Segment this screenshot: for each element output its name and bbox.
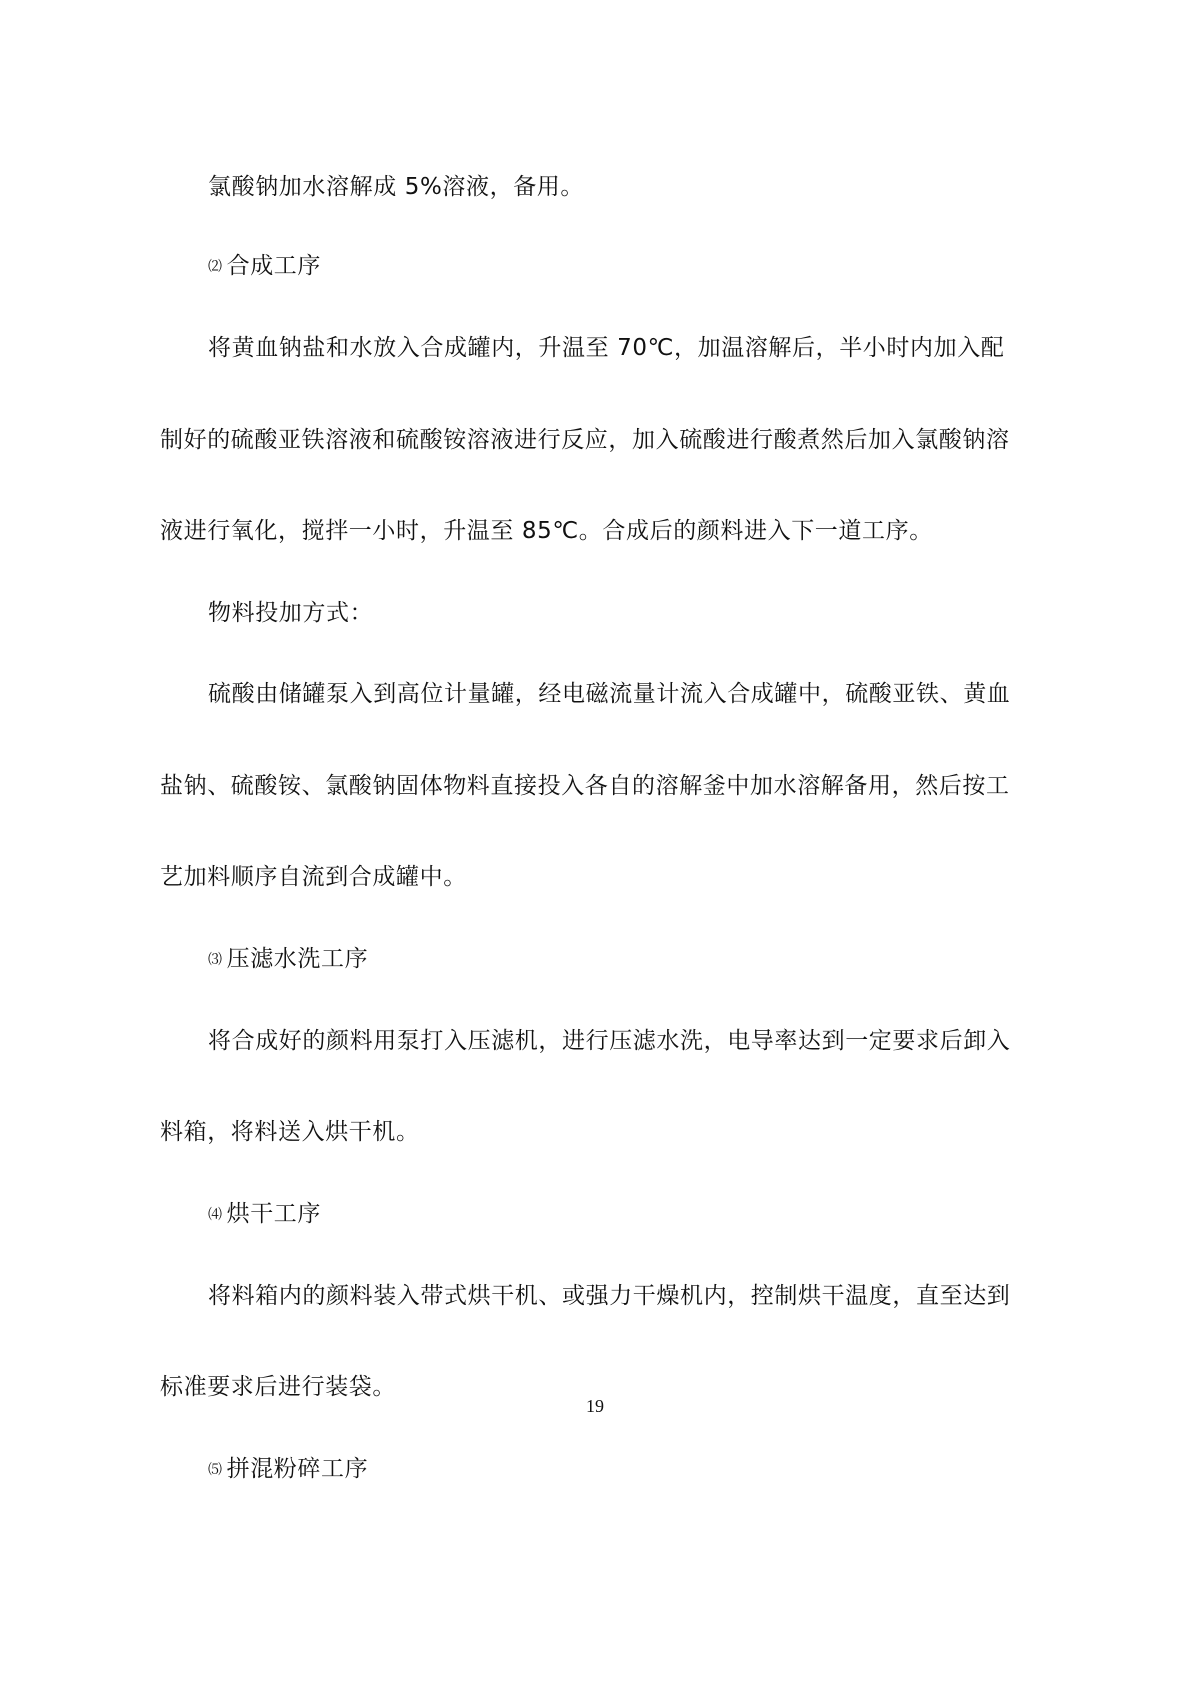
section-heading-blending-grinding (208, 1454, 1040, 1485)
paragraph-line: 艺加料顺序自流到合成罐中。 (160, 864, 467, 890)
heading-number: ⑸ (208, 1462, 223, 1478)
paragraph-line: 物料投加方式： (208, 600, 374, 626)
heading-text: 压滤水洗工序 (226, 946, 369, 972)
heading-number: ⑶ (208, 952, 223, 968)
section-heading-filter-wash (208, 944, 1040, 975)
paragraph-line: 氯酸钠加水溶解成 5%溶液，备用。 (208, 174, 584, 200)
paragraph-line: 标准要求后进行装袋。 (160, 1374, 396, 1400)
paragraph-line: 将黄血钠盐和水放入合成罐内，升温至 70℃，加温溶解后，半小时内加入配 (208, 335, 1005, 361)
paragraph-line: 盐钠、硫酸铵、氯酸钠固体物料直接投入各自的溶解釜中加水溶解备用，然后按工 (160, 773, 1010, 799)
heading-text: 合成工序 (226, 253, 322, 279)
section-heading-drying (208, 1199, 1040, 1230)
heading-number: ⑵ (208, 259, 223, 275)
paragraph-line: 料箱，将料送入烘干机。 (160, 1119, 420, 1145)
paragraph-line: 将合成好的颜料用泵打入压滤机，进行压滤水洗，电导率达到一定要求后卸入 (208, 1028, 1011, 1054)
paragraph-line: 将料箱内的颜料装入带式烘干机、或强力干燥机内，控制烘干温度，直至达到 (208, 1283, 1011, 1309)
paragraph-line: 制好的硫酸亚铁溶液和硫酸铵溶液进行反应，加入硫酸进行酸煮然后加入氯酸钠溶 (160, 427, 1010, 453)
paragraph-line: 液进行氧化，搅拌一小时，升温至 85℃。合成后的颜料进入下一道工序。 (160, 518, 933, 544)
paragraph-line: 硫酸由储罐泵入到高位计量罐，经电磁流量计流入合成罐中，硫酸亚铁、黄血 (208, 681, 1011, 707)
heading-text: 拼混粉碎工序 (226, 1456, 369, 1482)
page-number: 19 (586, 1396, 604, 1416)
section-heading-synthesis (208, 251, 1040, 282)
heading-text: 烘干工序 (226, 1201, 322, 1227)
heading-number: ⑷ (208, 1207, 223, 1223)
